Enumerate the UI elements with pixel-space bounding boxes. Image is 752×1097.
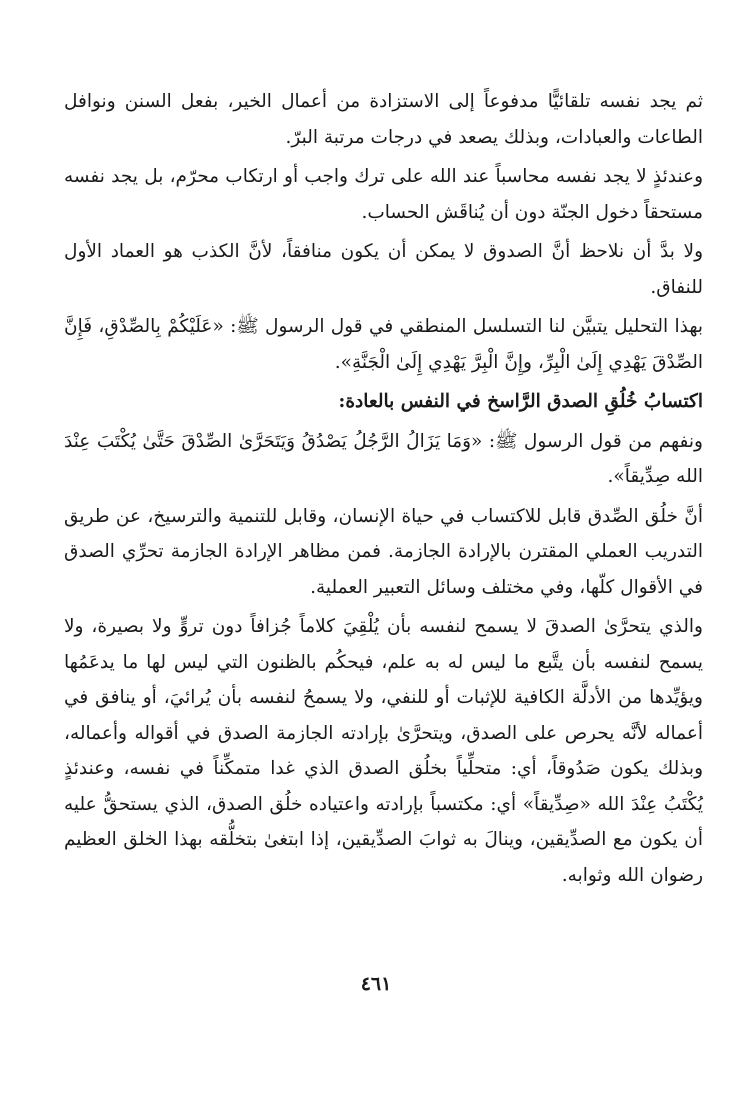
page-number: ٤٦١ [360, 973, 392, 995]
paragraph-3: ولا بدَّ أن نلاحظ أنَّ الصدوق لا يمكن أن يكون منافقاً، لأنَّ الكذب هو العماد الأول للنفاق. [64, 241, 704, 298]
paragraph-7: والذي يتحرَّىٰ الصدقَ لا يسمح لنفسه بأن يُلْقِيَ كلاماً جُزافاً دون تروٍّ ولا بصيرة، ولا يسمح لنفسه بأن يتَّبع ما ليس له به علم، فيحكُم بالظنون التي ليس لها ما يدعَمُها ويؤيِّدها من الأدلَّة الكافية للإثبات أو للنفي، ولا يسمحُ لنفسه بأن يُرائيَ، أو ينافق في أعماله لأنَّه يحرص على الصدق، ويتحرَّىٰ بإرادته الجازمة الصدق في أقواله وأعماله، وبذلك يكون صَدُوقاً، أي: متحلِّياً بخلُق الصدق الذي غدا متمكِّناً في نفسه، وعندئذٍ يُكْتَبُ عِنْدَ الله «صِدِّيقاً» أي: مكتسباً بإرادته واعتياده خلُق الصدق، الذي يستحقُّ عليه أن يكون مع الصدِّيقين، وينالَ به ثوابَ الصدِّيقين، إذا ابتغىٰ بتخلُّقه بهذا الخلق العظيم رضوان الله وثوابه. [64, 616, 703, 886]
paragraph-1: ثم يجد نفسه تلقائيًّا مدفوعاً إلى الاستزادة من أعمال الخير، بفعل السنن ونوافل الطاعات والعبادات، وبذلك يصعد في درجات مرتبة البرّ. [64, 91, 703, 148]
page-body [64, 84, 703, 897]
paragraph-2: وعندئذٍ لا يجد نفسه محاسباً عند الله على ترك واجب أو ارتكاب محرّم، بل يجد نفسه مستحقاً دخول الجنّة دون أن يُناقَش الحساب. [64, 166, 703, 223]
paragraph-4: بهذا التحليل يتبيَّن لنا التسلسل المنطقي في قول الرسول ﷺ: «عَلَيْكُمْ بِالصِّدْقِ، فَإِنَّ الصِّدْقَ يَهْدِي إِلَىٰ الْبِرِّ، وإِنَّ الْبِرَّ يَهْدِي إِلَىٰ الْجَنَّةِ». [64, 316, 703, 373]
section-heading: اكتسابُ خُلُقِ الصدق الرَّاسخ في النفس بالعادة: [338, 391, 703, 412]
paragraph-6: أنَّ خلُق الصِّدق قابل للاكتساب في حياة الإنسان، وقابل للتنمية والترسيخ، عن طريق التدريب العملي المقترن بالإرادة الجازمة. فمن مظاهر الإرادة الجازمة تحرِّي الصدق في الأقوال كلّها، وفي مختلف وسائل التعبير العملية. [64, 505, 703, 598]
paragraph-5: ونفهم من قول الرسول ﷺ: «وَمَا يَزَالُ الرَّجُلُ يَصْدُقُ وَيَتَحَرَّىٰ الصِّدْقَ حَتَّىٰ يُكْتَبَ عِنْدَ الله صِدِّيقاً». [64, 430, 703, 487]
